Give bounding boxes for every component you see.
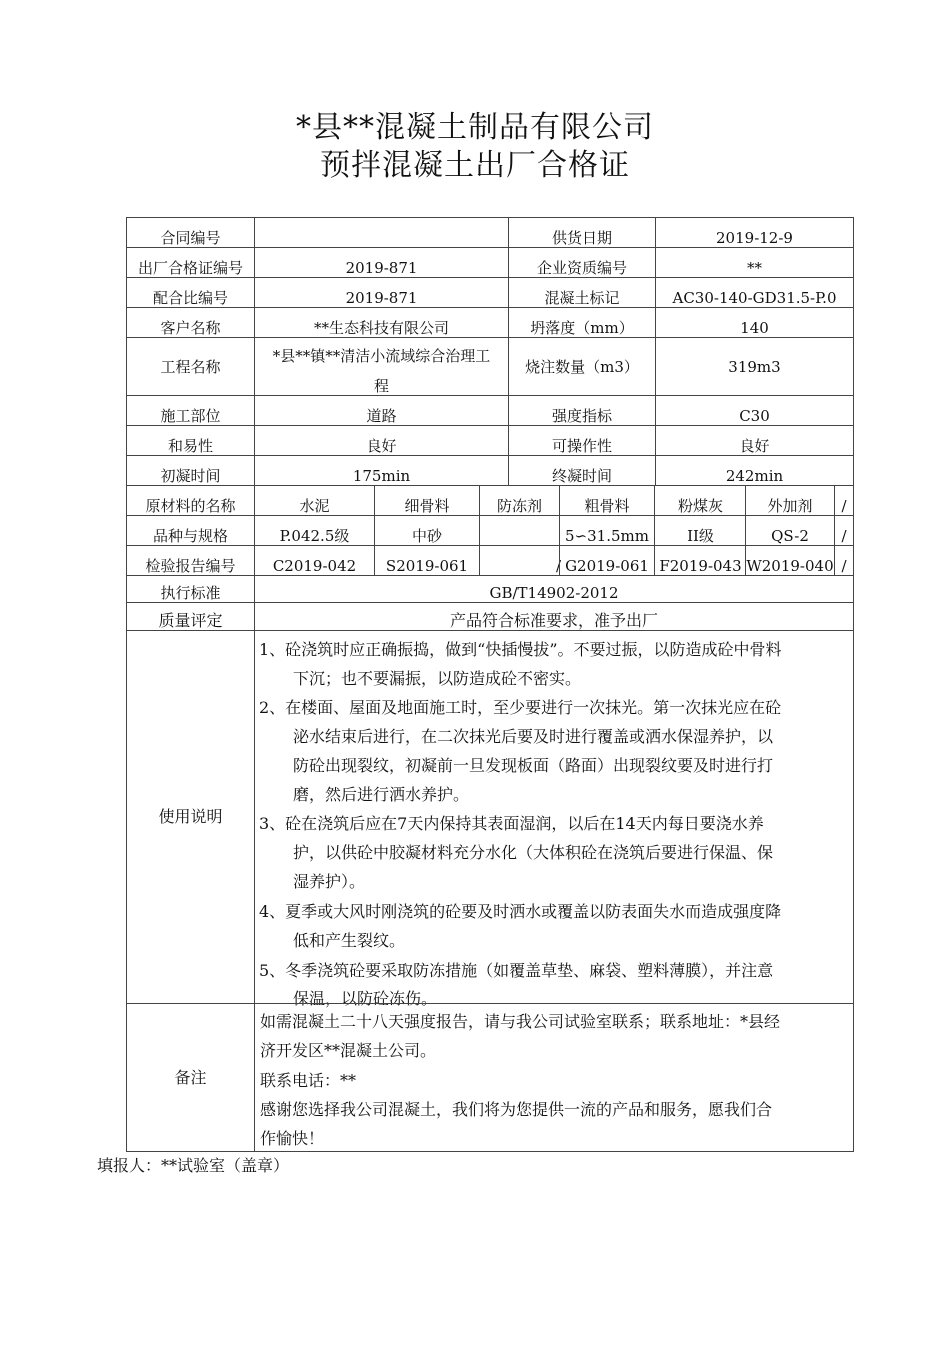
material-name-antifreeze: 防冻剂 — [479, 485, 560, 516]
qual-no-value: ** — [655, 247, 854, 278]
strength-label: 强度指标 — [508, 395, 656, 426]
qual-no-label: 企业资质编号 — [508, 247, 656, 278]
material-name-fly-ash: 粉煤灰 — [655, 485, 746, 516]
client-value: **生态科技有限公司 — [254, 307, 509, 338]
project-label: 工程名称 — [126, 337, 255, 396]
project-value-line2: 程 — [373, 377, 389, 395]
pour-quantity-value: 319m3 — [655, 337, 854, 396]
material-spec-fly-ash: II级 — [655, 515, 746, 546]
cert-no-value: 2019-871 — [254, 247, 509, 278]
usage-item-4-line1: 4、夏季或大风时刚浇筑的砼要及时洒水或覆盖以防表面失水而造成强度降 — [259, 902, 782, 921]
remarks-line-2: 济开发区**混凝土公司。 — [260, 1041, 437, 1060]
contract-no-label: 合同编号 — [126, 217, 255, 248]
cert-no-label: 出厂合格证编号 — [126, 247, 255, 278]
material-spec-coarse-aggregate: 5∽31.5mm — [559, 515, 655, 546]
slump-label: 坍落度（mm） — [508, 307, 656, 338]
material-report-extra: / — [834, 545, 854, 576]
filler-signature: 填报人：**试验室（盖章） — [97, 1156, 290, 1175]
usage-item-1-line1: 1、砼浇筑时应正确振捣，做到“快插慢拔”。不要过振，以防造成砼中骨料 — [259, 640, 782, 659]
usage-item-3-line2: 护，以供砼中胶凝材料充分水化（大体积砼在浇筑后要进行保温、保 — [293, 843, 774, 862]
standard-value: GB/T14902-2012 — [254, 575, 854, 603]
usage-item-5-line2: 保温，以防砼冻伤。 — [293, 989, 438, 1008]
operability-label: 可操作性 — [508, 425, 656, 456]
material-report-fly-ash: F2019-043 — [655, 545, 746, 576]
material-name-fine-aggregate: 细骨料 — [374, 485, 480, 516]
strength-value: C30 — [655, 395, 854, 426]
project-value — [254, 337, 509, 396]
usage-item-3-line3: 湿养护）。 — [293, 872, 366, 891]
material-spec-label: 品种与规格 — [126, 515, 255, 546]
construction-part-label: 施工部位 — [126, 395, 255, 426]
workability-label: 和易性 — [126, 425, 255, 456]
concrete-mark-label: 混凝土标记 — [508, 277, 656, 308]
usage-item-5-line1: 5、冬季浇筑砼要采取防冻措施（如覆盖草垫、麻袋、塑料薄膜），并注意 — [259, 961, 774, 980]
remarks-line-1: 如需混凝土二十八天强度报告，请与我公司试验室联系；联系地址：*县经 — [260, 1012, 781, 1031]
quality-value: 产品符合标准要求，准予出厂 — [254, 602, 854, 631]
material-name-cement: 水泥 — [254, 485, 375, 516]
construction-part-value: 道路 — [254, 395, 509, 426]
material-spec-admixture: QS-2 — [745, 515, 835, 546]
usage-label: 使用说明 — [126, 630, 255, 1004]
pour-quantity-label: 烧注数量（m3） — [508, 337, 656, 396]
slump-value: 140 — [655, 307, 854, 338]
client-label: 客户名称 — [126, 307, 255, 338]
supply-date-label: 供货日期 — [508, 217, 656, 248]
material-report-label: 检验报告编号 — [126, 545, 255, 576]
final-set-value: 242min — [655, 455, 854, 486]
standard-label: 执行标准 — [126, 575, 255, 603]
usage-content — [254, 630, 854, 1008]
usage-item-1-line2: 下沉；也不要漏振，以防造成砼不密实。 — [293, 669, 582, 688]
usage-item-4-line2: 低和产生裂纹。 — [293, 931, 406, 950]
material-report-coarse-aggregate: G2019-061 — [559, 545, 655, 576]
material-spec-extra: / — [834, 515, 854, 546]
usage-item-2-line1: 2、在楼面、屋面及地面施工时，至少要进行一次抹光。第一次抹光应在砼 — [259, 698, 782, 717]
material-name-coarse-aggregate: 粗骨料 — [559, 485, 655, 516]
remarks-line-5: 作愉快！ — [260, 1129, 325, 1148]
material-report-antifreeze: / — [479, 545, 560, 576]
material-spec-antifreeze — [479, 515, 560, 546]
usage-item-2-line4: 磨，然后进行洒水养护。 — [293, 785, 470, 804]
material-spec-fine-aggregate: 中砂 — [374, 515, 480, 546]
remarks-line-3: 联系电话：** — [260, 1071, 357, 1090]
concrete-mark-value: AC30-140-GD31.5-P.0 — [655, 277, 854, 308]
mix-no-value: 2019-871 — [254, 277, 509, 308]
operability-value: 良好 — [655, 425, 854, 456]
project-value-line1: *县**镇**清洁小流域综合治理工 — [272, 347, 491, 365]
final-set-label: 终凝时间 — [508, 455, 656, 486]
usage-item-3-line1: 3、砼在浇筑后应在7天内保持其表面湿润，以后在14天内每日要浇水养 — [259, 814, 764, 833]
initial-set-label: 初凝时间 — [126, 455, 255, 486]
usage-item-2-line3: 防砼出现裂纹，初凝前一旦发现板面（路面）出现裂纹要及时进行打 — [293, 756, 774, 775]
workability-value: 良好 — [254, 425, 509, 456]
initial-set-value: 175min — [254, 455, 509, 486]
company-title: *县**混凝土制品有限公司 — [296, 110, 654, 145]
material-name-label: 原材料的名称 — [126, 485, 255, 516]
material-name-extra: / — [834, 485, 854, 516]
certificate-title: 预拌混凝土出厂合格证 — [320, 148, 630, 183]
material-spec-cement: P.042.5级 — [254, 515, 375, 546]
remarks-label: 备注 — [126, 1003, 255, 1152]
material-name-admixture: 外加剂 — [745, 485, 835, 516]
material-report-fine-aggregate: S2019-061 — [374, 545, 480, 576]
contract-no-value — [254, 217, 509, 248]
mix-no-label: 配合比编号 — [126, 277, 255, 308]
remarks-line-4: 感谢您选择我公司混凝土，我们将为您提供一流的产品和服务，愿我们合 — [260, 1100, 773, 1119]
quality-label: 质量评定 — [126, 602, 255, 631]
material-report-cement: C2019-042 — [254, 545, 375, 576]
material-report-admixture: W2019-040 — [745, 545, 835, 576]
supply-date-value: 2019-12-9 — [655, 217, 854, 248]
usage-item-2-line2: 泌水结束后进行，在二次抹光后要及时进行覆盖或洒水保湿养护，以 — [293, 727, 774, 746]
